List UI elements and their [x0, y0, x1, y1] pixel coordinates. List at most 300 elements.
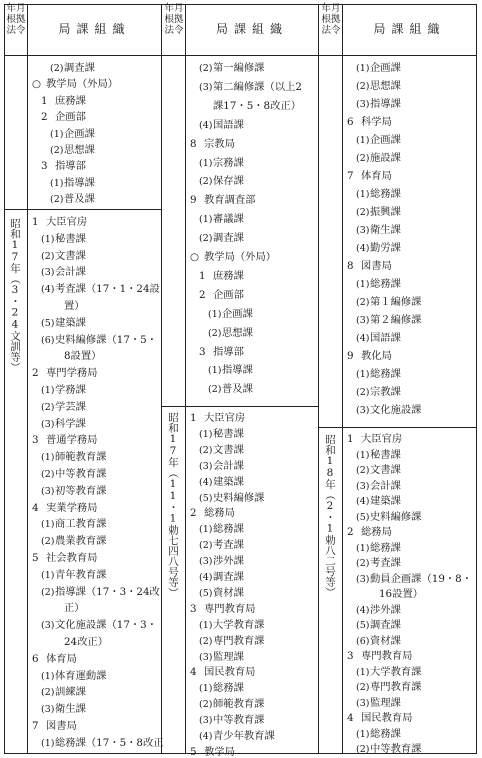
list-item — [32, 617, 157, 634]
list-item — [32, 315, 86, 332]
item-marker: (1) — [199, 428, 213, 440]
item-text: 社会教育局 — [46, 552, 98, 564]
item-text: 青年教育課 — [55, 568, 107, 581]
org-header: 局課組織 — [373, 21, 446, 36]
item-marker: 1 — [32, 216, 39, 228]
list-item — [347, 540, 401, 557]
list-item — [347, 186, 401, 203]
item-text: 24改正） — [64, 636, 108, 648]
year-header: 年月 根拠 法令 — [6, 3, 26, 36]
column-separator — [318, 4, 319, 754]
list-item — [190, 617, 264, 634]
item-text: 総務課 — [370, 541, 401, 554]
item-marker: (2) — [356, 207, 370, 218]
item-text: 普及課 — [64, 193, 95, 206]
item-text: 中等教育課 — [370, 743, 422, 755]
list-item — [347, 710, 412, 726]
header-divider — [4, 55, 477, 56]
item-marker: (2) — [50, 145, 64, 156]
item-text: 文化施設課 — [370, 404, 422, 416]
item-marker: (1) — [208, 365, 222, 377]
item-text: 第２編修課 — [370, 314, 422, 326]
item-marker: (4) — [199, 572, 213, 583]
item-marker: 4 — [32, 501, 39, 514]
list-item — [32, 466, 106, 483]
item-marker: 8 — [347, 260, 354, 272]
item-text: 企画課 — [64, 127, 95, 140]
item-text: 文書課 — [213, 443, 244, 456]
list-item — [347, 204, 401, 221]
table-border-left — [4, 4, 5, 754]
item-marker: (1) — [356, 542, 370, 554]
item-text: 訓練課 — [55, 686, 86, 699]
item-text: 科学局 — [361, 116, 392, 128]
item-marker: (2) — [356, 387, 370, 398]
list-item — [190, 649, 244, 666]
list-item — [347, 294, 421, 311]
item-text: 秘書課 — [370, 448, 401, 461]
item-text: 渉外課 — [370, 603, 401, 616]
item-marker: (3) — [356, 405, 370, 416]
item-marker: 5 — [32, 552, 39, 564]
list-item — [190, 712, 264, 729]
item-marker: (2) — [208, 327, 222, 339]
item-text: 中等教育課 — [213, 714, 265, 727]
item-marker: (5) — [356, 620, 370, 631]
item-marker: 3 — [347, 650, 354, 662]
list-item — [190, 410, 245, 426]
item-text: 大学教育課 — [370, 665, 422, 678]
list-item — [190, 569, 244, 586]
item-text: 指導部 — [55, 160, 86, 173]
era-boundary — [4, 209, 162, 210]
item-marker: (4) — [356, 496, 370, 507]
item-text: 教学局（外局） — [46, 78, 119, 91]
item-text: 指導部 — [213, 345, 244, 358]
item-text: 大臣官房 — [361, 433, 403, 445]
item-marker: (4) — [41, 284, 55, 296]
item-marker: (1) — [50, 128, 64, 140]
item-text: 第一編修課 — [213, 62, 265, 74]
item-marker: 1 — [199, 269, 206, 282]
item-text: 勤労課 — [370, 242, 401, 254]
item-text: 総務課 — [370, 727, 401, 740]
list-item — [190, 537, 244, 554]
item-text: 総務課（17・5・8改正 — [55, 736, 164, 749]
list-item — [190, 728, 275, 745]
item-marker: (1) — [41, 569, 55, 581]
list-item — [32, 281, 160, 298]
list-item — [347, 402, 421, 419]
list-item — [190, 521, 244, 538]
item-marker: (3) — [41, 485, 55, 497]
list-item — [347, 679, 421, 696]
item-text: 考査課 — [213, 539, 244, 552]
item-text: 審議課 — [213, 213, 244, 226]
item-marker: (2) — [41, 536, 55, 548]
org-header: 局課組織 — [215, 21, 288, 36]
list-item — [32, 126, 95, 143]
item-text: 史料編修課 — [213, 491, 265, 504]
item-marker: (3) — [199, 651, 213, 663]
item-marker: (2) — [50, 63, 64, 74]
item-text: 総務課 — [370, 278, 401, 290]
list-item — [190, 664, 255, 680]
item-text: 師範教育課 — [213, 698, 265, 711]
item-text: 置） — [64, 300, 85, 312]
list-item — [190, 249, 276, 265]
item-marker: 3 — [199, 345, 206, 358]
list-item — [190, 79, 302, 96]
list-item — [190, 426, 244, 443]
item-marker: (4) — [356, 333, 370, 344]
item-text: 教化局 — [361, 350, 392, 362]
item-marker: (1) — [199, 619, 213, 631]
item-marker: (2) — [41, 469, 55, 480]
table-border-right — [476, 4, 477, 754]
list-item — [32, 231, 86, 248]
item-marker: (2) — [356, 682, 370, 693]
item-marker: (5) — [199, 492, 213, 504]
list-item — [32, 684, 86, 701]
list-item — [347, 258, 392, 274]
list-item — [32, 248, 86, 265]
list-item — [32, 432, 97, 448]
list-item — [32, 365, 97, 381]
item-marker: (1) — [356, 449, 370, 461]
item-marker: (6) — [356, 635, 370, 647]
list-item — [347, 222, 401, 239]
list-item — [190, 117, 244, 134]
item-marker: (2) — [50, 194, 64, 206]
list-item — [32, 175, 95, 192]
item-marker: (2) — [356, 744, 370, 755]
org-header: 局課組織 — [58, 21, 131, 36]
list-item — [32, 668, 106, 685]
item-text: 中等教育課 — [55, 468, 107, 480]
list-item — [347, 240, 401, 257]
item-text: 専門学務局 — [46, 367, 98, 380]
item-text: 図書局 — [361, 260, 392, 272]
item-marker: (1) — [199, 157, 213, 169]
item-marker: (3) — [199, 556, 213, 568]
item-text: 庶務課 — [55, 94, 86, 107]
item-text: 国語課 — [370, 332, 401, 344]
list-item — [347, 524, 392, 540]
list-item — [32, 483, 106, 500]
item-marker: 3 — [41, 160, 48, 173]
list-item — [32, 651, 77, 667]
item-text: 教学局 — [204, 745, 235, 758]
item-text: 学務課 — [55, 384, 86, 396]
list-item — [32, 449, 106, 466]
item-marker: (1) — [356, 369, 370, 380]
list-item — [190, 211, 244, 228]
item-text: 8設置） — [64, 350, 102, 363]
item-text: 思想課 — [64, 144, 95, 156]
item-text: 企画課 — [370, 134, 401, 146]
item-marker: 2 — [41, 111, 48, 124]
item-marker: (1) — [356, 189, 370, 200]
item-marker: (3) — [199, 81, 213, 93]
list-item — [32, 158, 86, 174]
item-text: 総務課 — [213, 523, 244, 536]
item-marker: (3) — [356, 697, 370, 709]
item-text: 第１編修課 — [370, 296, 422, 308]
item-marker: (2) — [199, 233, 213, 245]
column-separator — [161, 4, 162, 754]
item-text: 監理課 — [213, 650, 244, 663]
item-marker: (1) — [41, 233, 55, 245]
item-text: 企画部 — [213, 288, 244, 301]
item-marker: (4) — [356, 604, 370, 616]
item-text: 総務局 — [361, 526, 392, 538]
item-text: 教育調査部 — [204, 194, 256, 207]
item-marker: (3) — [41, 620, 55, 632]
item-marker: (1) — [356, 728, 370, 740]
list-item — [32, 634, 108, 650]
item-text: 建築課 — [213, 475, 244, 488]
item-text: 秘書課 — [213, 427, 244, 440]
item-marker: 1 — [41, 94, 48, 107]
list-item — [32, 567, 106, 584]
list-item — [190, 381, 253, 398]
list-item — [32, 735, 164, 752]
item-marker: 2 — [347, 526, 354, 538]
list-item — [347, 602, 401, 619]
item-marker: (2) — [208, 384, 222, 396]
list-item — [347, 96, 401, 113]
year-header: 年月 根拠 法令 — [321, 3, 341, 36]
list-item — [347, 168, 392, 184]
item-text: 考査課 — [370, 557, 401, 569]
item-text: 考査課（17・1・24設 — [55, 283, 160, 296]
list-item — [347, 493, 401, 510]
list-item — [347, 78, 401, 95]
list-item — [32, 533, 106, 550]
item-text: 大学教育課 — [213, 618, 265, 631]
list-item — [347, 695, 401, 712]
item-marker: (2) — [41, 687, 55, 699]
item-marker: (2) — [199, 540, 213, 552]
item-marker: (1) — [199, 524, 213, 536]
era-label: 昭和17年（3・24文訓等） — [9, 218, 21, 373]
era-label: 昭和17年（11・1勅七四八号等） — [167, 412, 179, 598]
item-text: 総務局 — [204, 507, 235, 520]
item-text: 振興課 — [370, 206, 401, 218]
item-marker: 2 — [190, 507, 197, 520]
list-item — [190, 98, 301, 114]
item-text: 普及課 — [222, 383, 253, 396]
item-marker: (1) — [208, 308, 222, 320]
item-marker: (4) — [199, 119, 213, 131]
list-item — [347, 431, 402, 447]
item-marker: 5 — [190, 745, 197, 758]
item-text: 専門教育局 — [361, 650, 413, 662]
item-text: 正） — [64, 602, 85, 615]
item-marker: 9 — [347, 350, 354, 362]
item-marker: (1) — [41, 452, 55, 464]
item-text: 国民教育局 — [204, 666, 256, 679]
item-text: 青少年教育課 — [213, 730, 275, 742]
item-text: 会計課 — [55, 266, 86, 279]
item-marker: (2) — [41, 586, 55, 598]
item-marker: ○ — [190, 251, 199, 263]
item-text: 普通学務局 — [46, 434, 98, 447]
list-item — [347, 114, 392, 130]
year-column-separator — [27, 4, 28, 754]
list-item — [32, 191, 95, 208]
list-item — [190, 585, 244, 602]
list-item — [190, 458, 244, 475]
list-item — [347, 726, 401, 743]
item-text: 宗教局 — [204, 137, 235, 150]
item-text: 史料編修課 — [370, 510, 422, 523]
list-item — [32, 109, 86, 125]
item-text: 専門教育課 — [370, 681, 422, 693]
list-item — [32, 600, 85, 616]
list-item — [347, 348, 392, 364]
item-marker: (1) — [356, 666, 370, 678]
list-item — [190, 505, 235, 521]
list-item — [190, 633, 264, 650]
item-text: 体育局 — [46, 652, 77, 665]
item-text: 大臣官房 — [46, 216, 88, 228]
list-item — [32, 93, 86, 109]
list-item — [190, 155, 244, 172]
item-text: 文書課 — [55, 249, 86, 262]
item-marker: (2) — [356, 558, 370, 569]
list-item — [347, 617, 401, 634]
item-marker: (3) — [41, 704, 55, 716]
item-marker: (2) — [356, 153, 370, 164]
item-text: 調査課 — [370, 619, 401, 631]
item-text: 保存課 — [213, 175, 244, 188]
item-marker: 7 — [32, 720, 39, 732]
item-marker: (2) — [199, 635, 213, 647]
item-text: 図書局 — [46, 720, 77, 732]
list-item — [190, 173, 244, 190]
item-marker: (5) — [41, 317, 55, 329]
list-item — [347, 384, 401, 401]
item-marker: 4 — [347, 712, 354, 724]
list-item — [190, 362, 253, 379]
item-marker: (2) — [199, 444, 213, 456]
item-text: 総務課 — [370, 188, 401, 200]
year-header: 年月 根拠 法令 — [164, 3, 184, 36]
item-text: 資材課 — [213, 586, 244, 599]
list-item — [32, 500, 97, 516]
item-text: 調査課 — [64, 62, 95, 74]
list-item — [347, 555, 401, 572]
item-marker: 3 — [190, 602, 197, 615]
item-text: 動員企画課（19・8・ — [370, 572, 473, 585]
era-boundary — [318, 427, 477, 428]
item-text: 指導課 — [222, 364, 253, 377]
list-item — [190, 744, 235, 758]
list-item — [190, 325, 253, 342]
item-text: 思想課 — [370, 80, 401, 92]
list-item — [32, 142, 95, 159]
list-item — [32, 584, 160, 601]
item-text: 指導課 — [64, 176, 95, 189]
item-marker: (1) — [356, 279, 370, 290]
list-item — [347, 741, 421, 758]
item-text: 実業学務局 — [46, 501, 98, 514]
list-item — [347, 366, 401, 383]
list-item — [190, 680, 244, 697]
list-item — [190, 344, 244, 360]
list-item — [32, 332, 157, 349]
item-marker: (2) — [41, 250, 55, 262]
list-item — [347, 648, 412, 664]
list-item — [190, 268, 244, 284]
list-item — [347, 150, 401, 167]
item-marker: 2 — [32, 367, 39, 380]
list-item — [347, 330, 401, 347]
item-text: 宗務課 — [213, 156, 244, 169]
list-item — [32, 348, 101, 364]
list-item — [32, 382, 86, 399]
year-column-separator — [185, 4, 186, 754]
item-marker: (1) — [199, 683, 213, 695]
item-marker: 4 — [190, 666, 197, 679]
list-item — [32, 76, 118, 92]
item-text: 国語課 — [213, 118, 244, 131]
item-text: 農業教育課 — [55, 535, 107, 548]
item-text: 指導課 — [370, 98, 401, 110]
item-marker: (2) — [356, 297, 370, 308]
item-text: 庶務課 — [213, 269, 244, 282]
item-marker: (3) — [356, 480, 370, 492]
item-text: 専門教育課 — [213, 634, 265, 647]
list-item — [190, 490, 264, 507]
item-marker: 3 — [32, 434, 39, 447]
item-marker: (1) — [199, 214, 213, 226]
item-text: 商工教育課 — [55, 518, 107, 531]
list-item — [190, 192, 255, 208]
item-text: 課17・5・8改正） — [213, 99, 301, 112]
list-item — [347, 276, 401, 293]
item-text: 師範教育課 — [55, 451, 107, 464]
item-text: 建築課 — [370, 495, 401, 507]
list-item — [190, 136, 235, 152]
list-item — [190, 442, 244, 459]
list-item — [32, 214, 87, 230]
item-marker: (2) — [199, 699, 213, 711]
item-marker: (4) — [199, 476, 213, 488]
item-marker: (6) — [41, 334, 55, 346]
item-text: 資材課 — [370, 634, 401, 647]
item-marker: (5) — [356, 511, 370, 523]
item-marker: 9 — [190, 194, 197, 207]
item-text: 科学課 — [55, 417, 86, 430]
item-text: 体育運動課 — [55, 669, 107, 682]
list-item — [190, 306, 253, 323]
list-item — [190, 230, 244, 247]
item-marker: (4) — [356, 243, 370, 254]
list-item — [190, 601, 255, 617]
item-marker: (1) — [356, 63, 370, 74]
item-text: 企画課 — [222, 307, 253, 320]
list-item — [190, 553, 244, 570]
item-text: 総務課 — [213, 682, 244, 695]
item-text: 専門教育局 — [204, 602, 256, 615]
item-text: 総務課 — [370, 368, 401, 380]
list-item — [347, 60, 401, 77]
item-marker: (2) — [199, 176, 213, 188]
item-marker: 2 — [199, 288, 206, 301]
